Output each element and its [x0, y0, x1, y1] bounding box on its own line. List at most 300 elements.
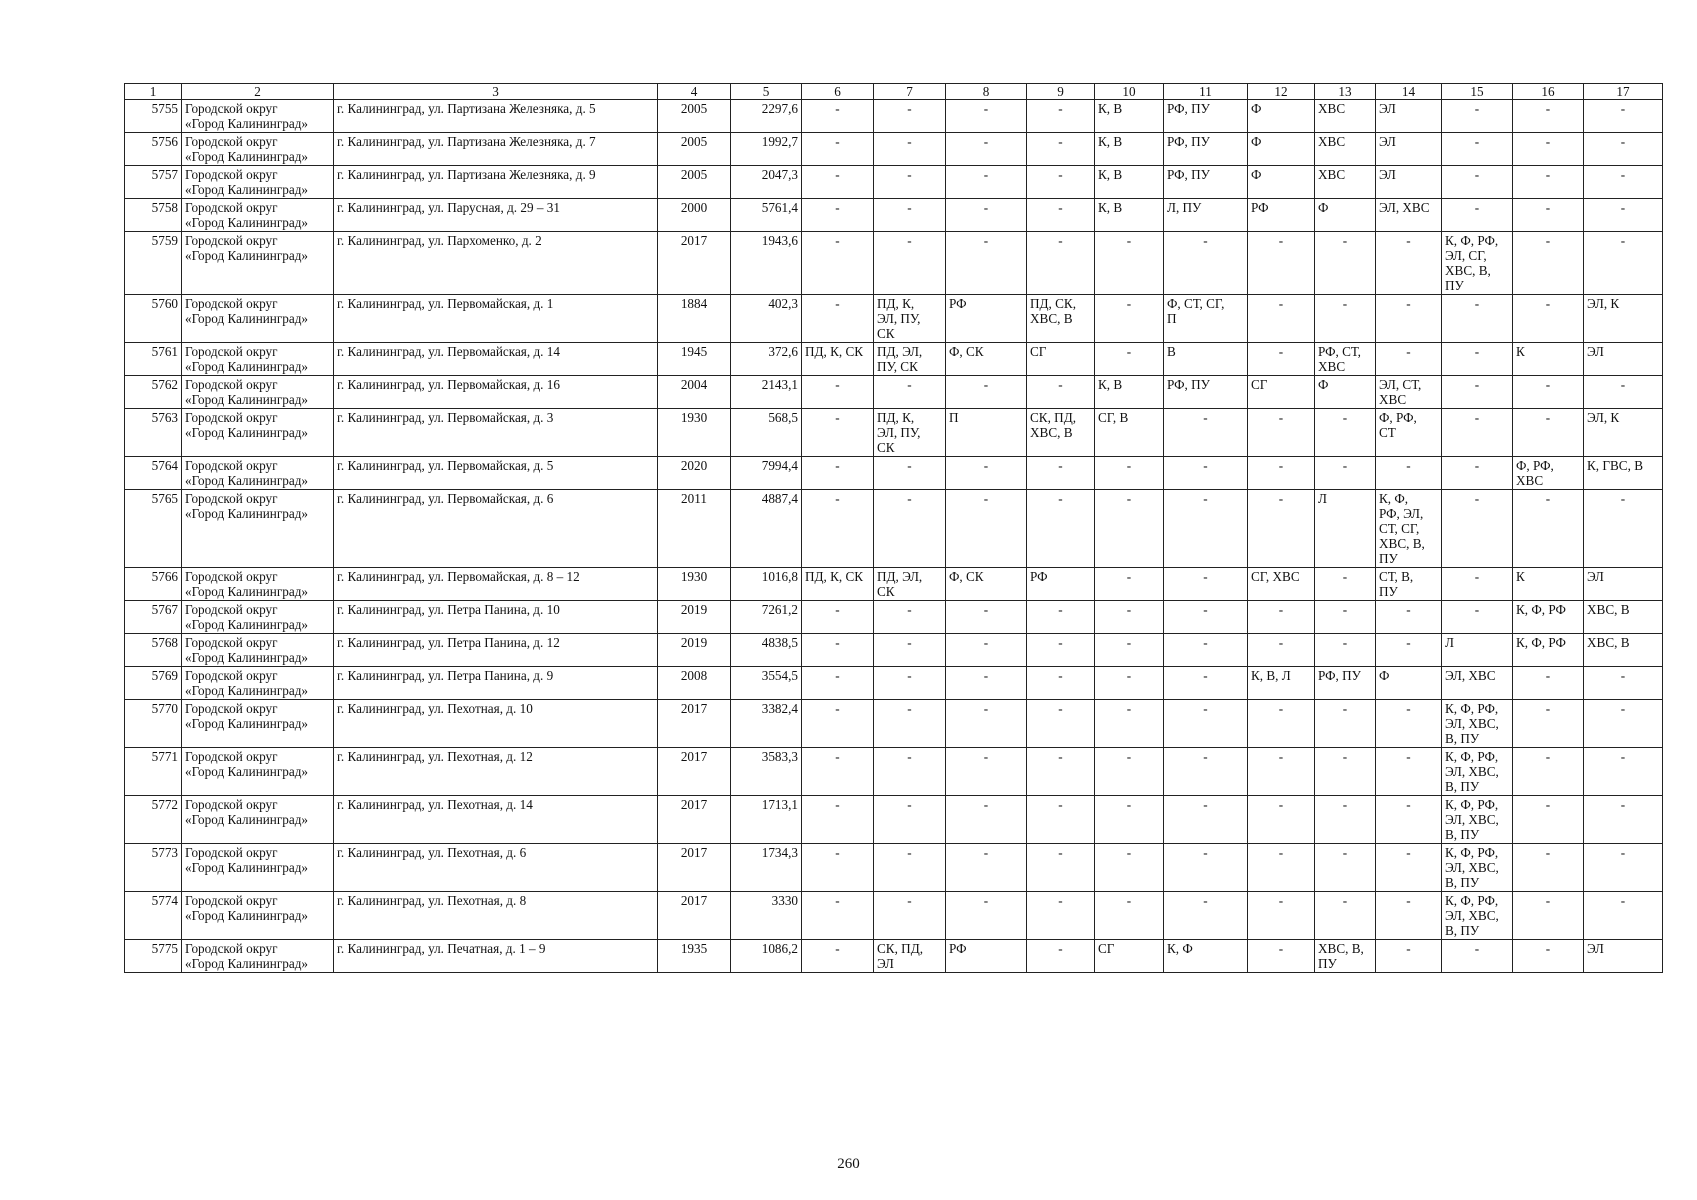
- table-row: [125, 199, 1663, 232]
- area-cell: 7261,2: [731, 601, 802, 634]
- col-13-cell: -: [1315, 796, 1376, 844]
- col-9-cell: -: [1027, 667, 1095, 700]
- col-14-cell: -: [1376, 634, 1442, 667]
- col-11-cell: -: [1164, 601, 1248, 634]
- year-built-cell: 2020: [658, 457, 731, 490]
- municipality-cell: Городской округ «Город Калининград»: [182, 748, 334, 796]
- col-16-cell: К: [1513, 568, 1584, 601]
- area-cell: 1713,1: [731, 796, 802, 844]
- col-14-cell: -: [1376, 601, 1442, 634]
- col-12-cell: СГ, ХВС: [1248, 568, 1315, 601]
- col-11-cell: -: [1164, 568, 1248, 601]
- col-8-cell: -: [946, 844, 1027, 892]
- municipality-cell: Городской округ «Город Калининград»: [182, 667, 334, 700]
- table-row: [125, 295, 1663, 343]
- col-16-cell: -: [1513, 133, 1584, 166]
- col-9-cell: СК, ПД, ХВС, В: [1027, 409, 1095, 457]
- col-9-cell: СГ: [1027, 343, 1095, 376]
- col-12-cell: РФ: [1248, 199, 1315, 232]
- table-row: [125, 568, 1663, 601]
- municipality-cell: Городской округ «Город Калининград»: [182, 409, 334, 457]
- col-17-cell: ХВС, В: [1584, 601, 1663, 634]
- col-12-cell: -: [1248, 601, 1315, 634]
- col-13-cell: -: [1315, 748, 1376, 796]
- col-16-cell: -: [1513, 295, 1584, 343]
- col-13-cell: -: [1315, 568, 1376, 601]
- col-16-cell: -: [1513, 199, 1584, 232]
- year-built-cell: 1930: [658, 568, 731, 601]
- col-8-cell: РФ: [946, 295, 1027, 343]
- area-cell: 1943,6: [731, 232, 802, 295]
- col-16-cell: -: [1513, 100, 1584, 133]
- address-cell: г. Калининград, ул. Петра Панина, д. 12: [334, 634, 658, 667]
- year-built-cell: 1930: [658, 409, 731, 457]
- column-number-header: 14: [1376, 84, 1442, 100]
- year-built-cell: 2017: [658, 232, 731, 295]
- column-number-row: [125, 84, 1663, 100]
- col-14-cell: СТ, В, ПУ: [1376, 568, 1442, 601]
- col-16-cell: -: [1513, 844, 1584, 892]
- col-9-cell: -: [1027, 376, 1095, 409]
- address-cell: г. Калининград, ул. Первомайская, д. 16: [334, 376, 658, 409]
- year-built-cell: 2017: [658, 796, 731, 844]
- col-12-cell: Ф: [1248, 166, 1315, 199]
- address-cell: г. Калининград, ул. Пархоменко, д. 2: [334, 232, 658, 295]
- col-7-cell: -: [874, 232, 946, 295]
- col-11-cell: -: [1164, 667, 1248, 700]
- col-12-cell: -: [1248, 796, 1315, 844]
- col-13-cell: ХВС: [1315, 100, 1376, 133]
- col-6-cell: -: [802, 748, 874, 796]
- col-14-cell: ЭЛ: [1376, 133, 1442, 166]
- year-built-cell: 2005: [658, 166, 731, 199]
- col-14-cell: ЭЛ: [1376, 166, 1442, 199]
- col-6-cell: -: [802, 457, 874, 490]
- table-row: [125, 490, 1663, 568]
- record-number-cell: 5773: [125, 844, 182, 892]
- col-13-cell: -: [1315, 700, 1376, 748]
- page-number: 260: [837, 1156, 860, 1172]
- col-14-cell: -: [1376, 892, 1442, 940]
- col-10-cell: -: [1095, 748, 1164, 796]
- col-14-cell: -: [1376, 232, 1442, 295]
- col-12-cell: -: [1248, 892, 1315, 940]
- column-number-header: 17: [1584, 84, 1663, 100]
- col-13-cell: Ф: [1315, 376, 1376, 409]
- area-cell: 7994,4: [731, 457, 802, 490]
- col-11-cell: РФ, ПУ: [1164, 133, 1248, 166]
- col-16-cell: -: [1513, 667, 1584, 700]
- municipality-cell: Городской округ «Город Калининград»: [182, 940, 334, 973]
- col-6-cell: ПД, К, СК: [802, 568, 874, 601]
- col-17-cell: -: [1584, 100, 1663, 133]
- col-7-cell: СК, ПД, ЭЛ: [874, 940, 946, 973]
- col-12-cell: Ф: [1248, 100, 1315, 133]
- address-cell: г. Калининград, ул. Пехотная, д. 10: [334, 700, 658, 748]
- col-8-cell: -: [946, 700, 1027, 748]
- record-number-cell: 5755: [125, 100, 182, 133]
- col-12-cell: СГ: [1248, 376, 1315, 409]
- col-12-cell: -: [1248, 844, 1315, 892]
- col-10-cell: К, В: [1095, 199, 1164, 232]
- address-cell: г. Калининград, ул. Первомайская, д. 5: [334, 457, 658, 490]
- col-10-cell: -: [1095, 700, 1164, 748]
- col-11-cell: -: [1164, 634, 1248, 667]
- column-number-header: 9: [1027, 84, 1095, 100]
- col-10-cell: -: [1095, 490, 1164, 568]
- area-cell: 402,3: [731, 295, 802, 343]
- col-13-cell: -: [1315, 409, 1376, 457]
- col-12-cell: -: [1248, 295, 1315, 343]
- col-10-cell: -: [1095, 667, 1164, 700]
- col-8-cell: -: [946, 232, 1027, 295]
- address-cell: г. Калининград, ул. Петра Панина, д. 9: [334, 667, 658, 700]
- col-8-cell: РФ: [946, 940, 1027, 973]
- table-row: [125, 748, 1663, 796]
- year-built-cell: 2017: [658, 892, 731, 940]
- col-14-cell: ЭЛ, ХВС: [1376, 199, 1442, 232]
- col-11-cell: РФ, ПУ: [1164, 166, 1248, 199]
- area-cell: 1992,7: [731, 133, 802, 166]
- col-15-cell: -: [1442, 490, 1513, 568]
- col-10-cell: К, В: [1095, 100, 1164, 133]
- col-6-cell: -: [802, 295, 874, 343]
- area-cell: 1086,2: [731, 940, 802, 973]
- col-10-cell: -: [1095, 634, 1164, 667]
- col-15-cell: -: [1442, 457, 1513, 490]
- area-cell: 2297,6: [731, 100, 802, 133]
- col-17-cell: ЭЛ: [1584, 568, 1663, 601]
- col-14-cell: -: [1376, 295, 1442, 343]
- column-number-header: 1: [125, 84, 182, 100]
- col-16-cell: К: [1513, 343, 1584, 376]
- municipality-cell: Городской округ «Город Калининград»: [182, 100, 334, 133]
- table-row: [125, 667, 1663, 700]
- col-7-cell: -: [874, 490, 946, 568]
- record-number-cell: 5763: [125, 409, 182, 457]
- col-7-cell: -: [874, 700, 946, 748]
- table-row: [125, 601, 1663, 634]
- col-11-cell: РФ, ПУ: [1164, 100, 1248, 133]
- col-17-cell: -: [1584, 700, 1663, 748]
- col-12-cell: К, В, Л: [1248, 667, 1315, 700]
- col-7-cell: -: [874, 601, 946, 634]
- record-number-cell: 5768: [125, 634, 182, 667]
- record-number-cell: 5775: [125, 940, 182, 973]
- col-11-cell: -: [1164, 796, 1248, 844]
- col-7-cell: -: [874, 796, 946, 844]
- col-13-cell: ХВС, В, ПУ: [1315, 940, 1376, 973]
- col-7-cell: -: [874, 844, 946, 892]
- record-number-cell: 5766: [125, 568, 182, 601]
- col-6-cell: -: [802, 490, 874, 568]
- year-built-cell: 2011: [658, 490, 731, 568]
- col-8-cell: -: [946, 601, 1027, 634]
- col-6-cell: -: [802, 667, 874, 700]
- municipality-cell: Городской округ «Город Калининград»: [182, 376, 334, 409]
- municipality-cell: Городской округ «Город Калининград»: [182, 199, 334, 232]
- col-13-cell: ХВС: [1315, 166, 1376, 199]
- col-16-cell: К, Ф, РФ: [1513, 634, 1584, 667]
- col-17-cell: К, ГВС, В: [1584, 457, 1663, 490]
- table-row: [125, 232, 1663, 295]
- table-row: [125, 940, 1663, 973]
- column-number-header: 15: [1442, 84, 1513, 100]
- col-16-cell: Ф, РФ, ХВС: [1513, 457, 1584, 490]
- col-14-cell: -: [1376, 457, 1442, 490]
- address-cell: г. Калининград, ул. Первомайская, д. 1: [334, 295, 658, 343]
- table-row: [125, 700, 1663, 748]
- col-12-cell: -: [1248, 634, 1315, 667]
- col-11-cell: К, Ф: [1164, 940, 1248, 973]
- col-14-cell: ЭЛ: [1376, 100, 1442, 133]
- table-header: [125, 84, 1663, 100]
- col-13-cell: -: [1315, 601, 1376, 634]
- table-body: [125, 100, 1663, 973]
- col-15-cell: К, Ф, РФ, ЭЛ, СГ, ХВС, В, ПУ: [1442, 232, 1513, 295]
- col-7-cell: -: [874, 376, 946, 409]
- col-11-cell: -: [1164, 232, 1248, 295]
- col-9-cell: -: [1027, 457, 1095, 490]
- col-7-cell: -: [874, 100, 946, 133]
- col-10-cell: -: [1095, 343, 1164, 376]
- col-16-cell: -: [1513, 940, 1584, 973]
- col-16-cell: -: [1513, 376, 1584, 409]
- column-number-header: 2: [182, 84, 334, 100]
- col-10-cell: -: [1095, 844, 1164, 892]
- col-10-cell: СГ, В: [1095, 409, 1164, 457]
- col-17-cell: -: [1584, 667, 1663, 700]
- col-15-cell: -: [1442, 199, 1513, 232]
- year-built-cell: 1884: [658, 295, 731, 343]
- col-8-cell: -: [946, 100, 1027, 133]
- col-7-cell: ПД, ЭЛ, СК: [874, 568, 946, 601]
- col-10-cell: -: [1095, 457, 1164, 490]
- col-13-cell: -: [1315, 844, 1376, 892]
- address-cell: г. Калининград, ул. Парусная, д. 29 – 31: [334, 199, 658, 232]
- col-15-cell: -: [1442, 601, 1513, 634]
- col-14-cell: Ф: [1376, 667, 1442, 700]
- col-12-cell: -: [1248, 748, 1315, 796]
- col-9-cell: -: [1027, 700, 1095, 748]
- col-13-cell: -: [1315, 892, 1376, 940]
- table-row: [125, 892, 1663, 940]
- record-number-cell: 5767: [125, 601, 182, 634]
- col-15-cell: К, Ф, РФ, ЭЛ, ХВС, В, ПУ: [1442, 796, 1513, 844]
- col-13-cell: -: [1315, 634, 1376, 667]
- col-8-cell: Ф, СК: [946, 343, 1027, 376]
- year-built-cell: 2019: [658, 634, 731, 667]
- col-13-cell: -: [1315, 295, 1376, 343]
- col-15-cell: К, Ф, РФ, ЭЛ, ХВС, В, ПУ: [1442, 700, 1513, 748]
- col-15-cell: К, Ф, РФ, ЭЛ, ХВС, В, ПУ: [1442, 844, 1513, 892]
- col-9-cell: -: [1027, 796, 1095, 844]
- municipality-cell: Городской округ «Город Калининград»: [182, 343, 334, 376]
- area-cell: 3554,5: [731, 667, 802, 700]
- col-9-cell: -: [1027, 892, 1095, 940]
- year-built-cell: 2005: [658, 100, 731, 133]
- col-10-cell: -: [1095, 601, 1164, 634]
- address-cell: г. Калининград, ул. Партизана Железняка, д. 7: [334, 133, 658, 166]
- col-17-cell: ЭЛ, К: [1584, 295, 1663, 343]
- register-table: [124, 83, 1663, 973]
- municipality-cell: Городской округ «Город Калининград»: [182, 568, 334, 601]
- column-number-header: 3: [334, 84, 658, 100]
- municipality-cell: Городской округ «Город Калининград»: [182, 133, 334, 166]
- column-number-header: 10: [1095, 84, 1164, 100]
- record-number-cell: 5764: [125, 457, 182, 490]
- address-cell: г. Калининград, ул. Петра Панина, д. 10: [334, 601, 658, 634]
- year-built-cell: 2017: [658, 844, 731, 892]
- address-cell: г. Калининград, ул. Печатная, д. 1 – 9: [334, 940, 658, 973]
- year-built-cell: 2004: [658, 376, 731, 409]
- col-15-cell: -: [1442, 568, 1513, 601]
- col-12-cell: -: [1248, 700, 1315, 748]
- col-17-cell: -: [1584, 796, 1663, 844]
- area-cell: 3330: [731, 892, 802, 940]
- col-7-cell: -: [874, 166, 946, 199]
- col-6-cell: -: [802, 601, 874, 634]
- year-built-cell: 2000: [658, 199, 731, 232]
- col-13-cell: -: [1315, 457, 1376, 490]
- col-9-cell: -: [1027, 166, 1095, 199]
- col-9-cell: -: [1027, 232, 1095, 295]
- col-6-cell: -: [802, 232, 874, 295]
- record-number-cell: 5758: [125, 199, 182, 232]
- col-9-cell: ПД, СК, ХВС, В: [1027, 295, 1095, 343]
- year-built-cell: 1935: [658, 940, 731, 973]
- municipality-cell: Городской округ «Город Калининград»: [182, 457, 334, 490]
- area-cell: 2143,1: [731, 376, 802, 409]
- table-row: [125, 796, 1663, 844]
- table-row: [125, 133, 1663, 166]
- col-17-cell: -: [1584, 490, 1663, 568]
- col-8-cell: -: [946, 748, 1027, 796]
- area-cell: 568,5: [731, 409, 802, 457]
- area-cell: 5761,4: [731, 199, 802, 232]
- col-13-cell: -: [1315, 232, 1376, 295]
- column-number-header: 4: [658, 84, 731, 100]
- col-11-cell: -: [1164, 892, 1248, 940]
- col-12-cell: -: [1248, 490, 1315, 568]
- col-16-cell: -: [1513, 490, 1584, 568]
- col-13-cell: РФ, ПУ: [1315, 667, 1376, 700]
- col-10-cell: -: [1095, 232, 1164, 295]
- col-15-cell: К, Ф, РФ, ЭЛ, ХВС, В, ПУ: [1442, 892, 1513, 940]
- column-number-header: 16: [1513, 84, 1584, 100]
- column-number-header: 6: [802, 84, 874, 100]
- col-10-cell: -: [1095, 568, 1164, 601]
- municipality-cell: Городской округ «Город Калининград»: [182, 634, 334, 667]
- col-6-cell: -: [802, 409, 874, 457]
- year-built-cell: 2017: [658, 700, 731, 748]
- col-15-cell: ЭЛ, ХВС: [1442, 667, 1513, 700]
- col-17-cell: -: [1584, 376, 1663, 409]
- col-8-cell: -: [946, 634, 1027, 667]
- municipality-cell: Городской округ «Город Калининград»: [182, 892, 334, 940]
- table-row: [125, 634, 1663, 667]
- record-number-cell: 5756: [125, 133, 182, 166]
- record-number-cell: 5760: [125, 295, 182, 343]
- col-9-cell: -: [1027, 844, 1095, 892]
- col-17-cell: ЭЛ: [1584, 940, 1663, 973]
- col-17-cell: ЭЛ: [1584, 343, 1663, 376]
- col-6-cell: -: [802, 376, 874, 409]
- col-11-cell: -: [1164, 457, 1248, 490]
- col-15-cell: -: [1442, 343, 1513, 376]
- col-12-cell: -: [1248, 457, 1315, 490]
- col-15-cell: -: [1442, 100, 1513, 133]
- col-9-cell: -: [1027, 133, 1095, 166]
- record-number-cell: 5759: [125, 232, 182, 295]
- record-number-cell: 5772: [125, 796, 182, 844]
- col-16-cell: -: [1513, 232, 1584, 295]
- col-14-cell: К, Ф, РФ, ЭЛ, СТ, СГ, ХВС, В, ПУ: [1376, 490, 1442, 568]
- col-6-cell: -: [802, 700, 874, 748]
- col-6-cell: -: [802, 634, 874, 667]
- col-9-cell: -: [1027, 490, 1095, 568]
- address-cell: г. Калининград, ул. Первомайская, д. 3: [334, 409, 658, 457]
- col-11-cell: -: [1164, 490, 1248, 568]
- year-built-cell: 1945: [658, 343, 731, 376]
- col-6-cell: -: [802, 940, 874, 973]
- col-15-cell: -: [1442, 295, 1513, 343]
- col-9-cell: -: [1027, 748, 1095, 796]
- col-10-cell: -: [1095, 295, 1164, 343]
- col-17-cell: -: [1584, 748, 1663, 796]
- area-cell: 4838,5: [731, 634, 802, 667]
- col-17-cell: -: [1584, 199, 1663, 232]
- address-cell: г. Калининград, ул. Первомайская, д. 8 – 12: [334, 568, 658, 601]
- col-17-cell: ХВС, В: [1584, 634, 1663, 667]
- col-7-cell: -: [874, 133, 946, 166]
- col-11-cell: В: [1164, 343, 1248, 376]
- col-14-cell: -: [1376, 844, 1442, 892]
- col-8-cell: -: [946, 166, 1027, 199]
- record-number-cell: 5765: [125, 490, 182, 568]
- col-14-cell: -: [1376, 940, 1442, 973]
- col-6-cell: -: [802, 166, 874, 199]
- area-cell: 3583,3: [731, 748, 802, 796]
- col-8-cell: -: [946, 457, 1027, 490]
- col-11-cell: -: [1164, 409, 1248, 457]
- col-9-cell: -: [1027, 199, 1095, 232]
- municipality-cell: Городской округ «Город Калининград»: [182, 700, 334, 748]
- col-11-cell: -: [1164, 844, 1248, 892]
- col-8-cell: -: [946, 199, 1027, 232]
- col-9-cell: -: [1027, 940, 1095, 973]
- col-6-cell: -: [802, 844, 874, 892]
- col-7-cell: ПД, ЭЛ, ПУ, СК: [874, 343, 946, 376]
- municipality-cell: Городской округ «Город Калининград»: [182, 166, 334, 199]
- col-16-cell: -: [1513, 409, 1584, 457]
- address-cell: г. Калининград, ул. Партизана Железняка, д. 9: [334, 166, 658, 199]
- col-6-cell: -: [802, 796, 874, 844]
- col-9-cell: -: [1027, 100, 1095, 133]
- municipality-cell: Городской округ «Город Калининград»: [182, 232, 334, 295]
- col-17-cell: -: [1584, 133, 1663, 166]
- table-row: [125, 343, 1663, 376]
- col-8-cell: -: [946, 490, 1027, 568]
- col-8-cell: -: [946, 133, 1027, 166]
- col-7-cell: -: [874, 667, 946, 700]
- column-number-header: 5: [731, 84, 802, 100]
- col-8-cell: -: [946, 892, 1027, 940]
- table-row: [125, 166, 1663, 199]
- col-12-cell: -: [1248, 940, 1315, 973]
- column-number-header: 7: [874, 84, 946, 100]
- address-cell: г. Калининград, ул. Пехотная, д. 6: [334, 844, 658, 892]
